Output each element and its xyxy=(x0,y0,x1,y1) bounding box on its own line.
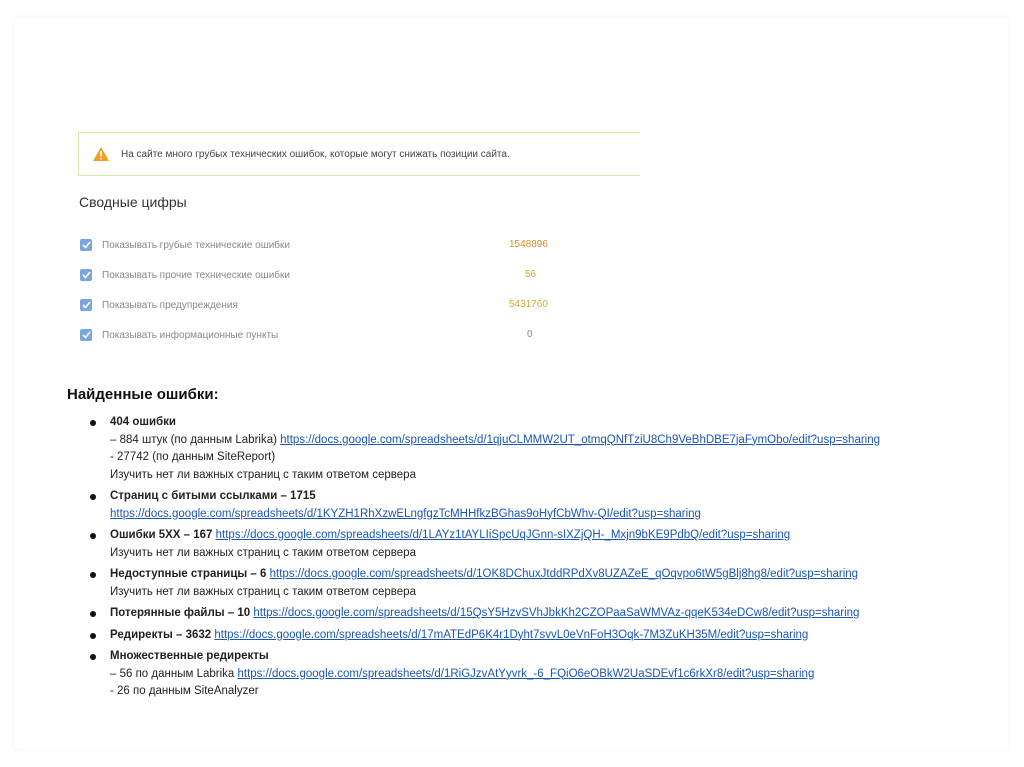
spreadsheet-link[interactable]: https://docs.google.com/spreadsheets/d/1LAYz1tAYLIiSpcUqJGnn-sIXZjQH-_Mxjn9bKE9PdbQ/edit?usp=sharing xyxy=(215,529,791,541)
warning-icon xyxy=(93,147,109,161)
error-detail-line xyxy=(110,506,970,524)
spreadsheet-link[interactable]: https://docs.google.com/spreadsheets/d/17mATEdP6K4r1Dyht7svvL0eVnFoH3Oqk-7M3ZuKH35M/edit?usp=sharing xyxy=(214,628,809,641)
error-detail-line: - 26 по данным SiteAnalyzer xyxy=(110,685,259,697)
checkbox[interactable] xyxy=(80,269,92,281)
error-item xyxy=(90,566,970,601)
error-item xyxy=(90,414,970,484)
error-heading: Ошибки 5ХХ – 167 xyxy=(110,529,213,541)
error-heading: Множественные редиректы xyxy=(110,650,269,662)
spreadsheet-link[interactable]: https://docs.google.com/spreadsheets/d/1KYZH1RhXzwELngfgzTcMHHfkzBGhas9oHyfCbWhv-QI/edit?usp=sharing xyxy=(110,507,701,520)
error-item xyxy=(90,627,970,645)
checkmark-icon xyxy=(82,271,91,279)
error-heading: 404 ошибки xyxy=(110,416,176,428)
error-detail-line: Изучить нет ли важных страниц с таким ответом сервера xyxy=(110,468,416,481)
summary-row-value: 5431760 xyxy=(509,299,548,310)
summary-row[interactable] xyxy=(80,236,290,254)
summary-row-value: 56 xyxy=(525,269,537,280)
summary-row-value: 1548896 xyxy=(509,239,548,250)
error-detail-line: – 884 штук (по данным Labrika) https://docs.google.com/spreadsheets/d/1qjuCLMMW2UT_otmqQNfTziU8Ch9VeBhDBE7jaFymObo/edit?usp=sharing xyxy=(110,433,881,446)
found-errors-title: Найденные ошибки: xyxy=(67,386,219,403)
spreadsheet-link[interactable]: https://docs.google.com/spreadsheets/d/15QsY5HzvSVhJbkKh2CZOPaaSaWMVAz-qqeK534eDCw8/edit?usp=sharing xyxy=(253,607,860,619)
error-item xyxy=(90,527,970,562)
error-item xyxy=(90,488,970,523)
error-heading: Редиректы – 3632 xyxy=(110,628,212,641)
checkbox[interactable] xyxy=(80,299,92,311)
checkbox[interactable] xyxy=(80,239,92,251)
summary-row-label: Показывать предупреждения xyxy=(102,299,238,311)
error-detail-line: – 56 по данным Labrika https://docs.google.com/spreadsheets/d/1RiGJzvAtYyvrk_-6_FQiO6eOBkW2UaSDEvf1c6rkXr8/edit?usp=sharing xyxy=(110,667,815,680)
error-item xyxy=(90,605,970,623)
spreadsheet-link[interactable]: https://docs.google.com/spreadsheets/d/1OK8DChuxJtddRPdXv8UZAZeE_qOqvpo6tW5gBlj8hg8/edit?usp=sharing xyxy=(269,568,859,580)
summary-row[interactable] xyxy=(80,326,278,344)
summary-row-label: Показывать прочие технические ошибки xyxy=(102,269,290,281)
error-detail-line: Изучить нет ли важных страниц с таким ответом сервера xyxy=(110,585,416,598)
error-heading: Потерянные файлы – 10 xyxy=(110,607,251,619)
errors-list xyxy=(90,414,970,705)
checkmark-icon xyxy=(82,331,91,339)
error-heading: Страниц с битыми ссылками – 1715 xyxy=(110,490,316,502)
summary-row-value: 0 xyxy=(527,329,533,340)
warning-alert xyxy=(78,132,640,176)
checkbox[interactable] xyxy=(80,329,92,341)
error-item xyxy=(90,648,970,701)
spreadsheet-link[interactable]: https://docs.google.com/spreadsheets/d/1RiGJzvAtYyvrk_-6_FQiO6eOBkW2UaSDEvf1c6rkXr8/edit?usp=sharing xyxy=(237,667,815,680)
spreadsheet-link[interactable]: https://docs.google.com/spreadsheets/d/1qjuCLMMW2UT_otmqQNfTziU8Ch9VeBhDBE7jaFymObo/edit?usp=sharing xyxy=(280,433,881,446)
alert-text: На сайте много грубых технических ошибок, которые могут снижать позиции сайта. xyxy=(121,148,510,160)
error-detail-line: - 27742 (по данным SiteReport) xyxy=(110,451,276,463)
summary-title: Сводные цифры xyxy=(79,194,187,210)
summary-row[interactable] xyxy=(80,266,290,284)
checkmark-icon xyxy=(82,301,91,309)
error-detail-line: Изучить нет ли важных страниц с таким ответом сервера xyxy=(110,546,416,559)
summary-row[interactable] xyxy=(80,296,238,314)
summary-row-label: Показывать информационные пункты xyxy=(102,329,279,341)
checkmark-icon xyxy=(82,241,91,249)
error-heading: Недоступные страницы – 6 xyxy=(110,568,267,580)
summary-row-label: Показывать грубые технические ошибки xyxy=(102,239,290,251)
